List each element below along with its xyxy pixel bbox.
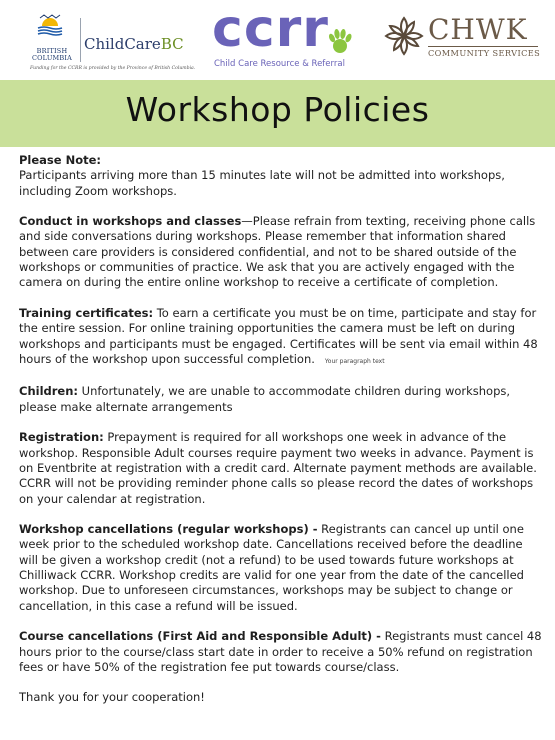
bc-emblem-icon — [34, 14, 66, 50]
hand-icon — [325, 26, 355, 56]
childcarebc-logo — [28, 12, 196, 72]
page-title: Workshop Policies — [125, 90, 430, 129]
policy-text: Prepayment is required for all workshops one week in advance of the workshop. Responsible Adult courses require payment two weeks in advance. Payment is on Eventbrite at registration with a credit card. Alternate payment methods are available. CCRR will not be providing reminder phone calls so please record the dates of workshops on your calendar at registration. — [19, 430, 537, 506]
title-banner — [0, 80, 555, 147]
ccrr-logo — [212, 0, 362, 74]
policy-text: Registrants can cancel up until one week prior to the scheduled workshop date. Cancellations received before the deadline will be given a workshop credit (not a refund) to be used towards future workshops at Chilliwack CCRR. Workshop credits are valid for one year from the date of the cancelled workshop. Due to unforeseen circumstances, workshops may be subject to change or cancellation, in this case a refund will be issued. — [19, 522, 524, 613]
funding-note: Funding for the CCRR is provided by the Province of British Columbia. — [30, 66, 196, 71]
policy-course-cancellations — [19, 629, 545, 675]
policy-text: Unfortunately, we are unable to accommodate children during workshops, please make alternate arrangements — [19, 384, 511, 414]
policy-children — [19, 384, 545, 415]
policy-text: —Please refrain from texting, receiving phone calls and side conversations during workshops. Please remember that information shared between care providers is considered confidential, and not to be shared outside of the workshops or communities of practice. We ask that you are actively engaged with the camera on during the entire online workshop to receive a certificate of completion. — [19, 214, 536, 290]
policy-text: To earn a certificate you must be on time, participate and stay for the entire session. For online training opportunities the camera must be left on during workshops and participants must be engaged. Certificates will be sent via email within 48 hours of the workshop upon successful completion. — [19, 305, 538, 366]
policy-heading: Registration: — [19, 430, 104, 445]
chwk-underline — [428, 46, 538, 47]
placeholder-note: Your paragraph text — [324, 357, 385, 365]
chwk-subtitle: COMMUNITY SERVICES — [428, 48, 541, 58]
policy-text: Registrants must cancel 48 hours prior to the course/class start date in order to receive a 50% refund on registration fees or have 50% of the registration fee put towards course/class. — [19, 629, 542, 674]
policy-heading: Please Note: — [19, 153, 101, 167]
page-header — [0, 0, 555, 80]
childcarebc-wordmark: ChildCareBC — [84, 35, 184, 53]
policy-text: Participants arriving more than 15 minutes late will not be admitted into workshops, including Zoom workshops. — [19, 168, 505, 198]
policy-heading: Children: — [19, 384, 78, 399]
policy-registration — [19, 430, 545, 506]
policy-heading: Training certificates: — [19, 305, 154, 320]
flower-icon — [384, 16, 424, 56]
policy-training-certificates — [19, 306, 545, 369]
policy-please-note — [19, 153, 545, 199]
ccrr-subtitle: Child Care Resource & Referral — [214, 59, 345, 69]
chwk-wordmark: CHWK — [428, 13, 528, 46]
ccrr-wordmark: ccrr — [212, 0, 329, 59]
logo-divider — [80, 18, 81, 62]
policy-workshop-cancellations — [19, 522, 545, 614]
closing-text: Thank you for your cooperation! — [19, 690, 205, 705]
policy-conduct — [19, 214, 545, 290]
policies-content — [19, 153, 545, 721]
policy-heading: Workshop cancellations (regular workshops) - — [19, 522, 318, 537]
province-label: BRITISH COLUMBIA — [31, 47, 73, 62]
chwk-logo — [384, 12, 544, 68]
policy-heading: Course cancellations (First Aid and Responsible Adult) - — [19, 629, 381, 644]
policy-heading: Conduct in workshops and classes — [19, 214, 242, 229]
